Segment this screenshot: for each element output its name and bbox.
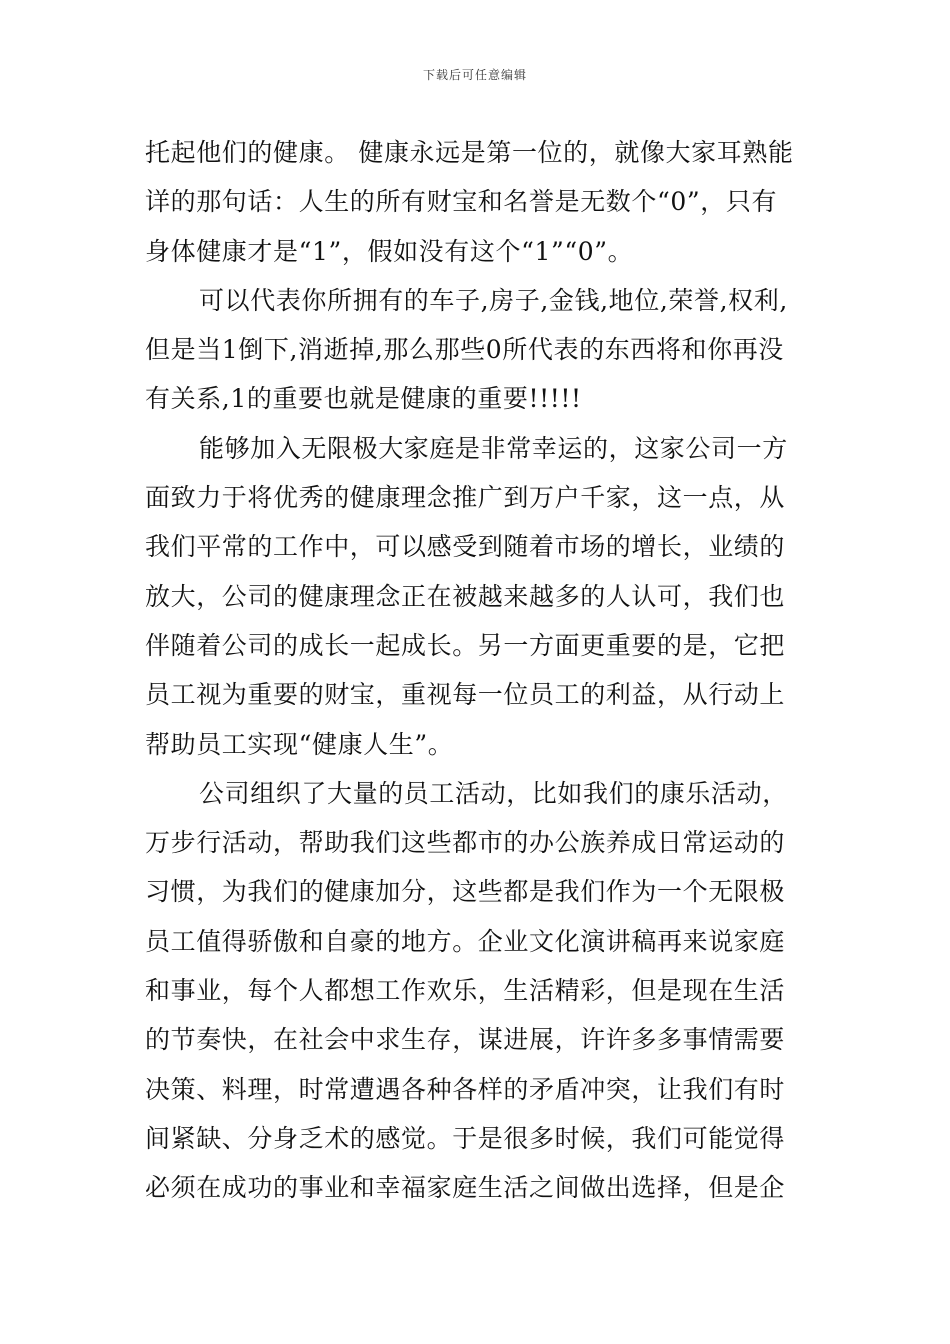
text-line: 万步行活动，帮助我们这些都市的办公族养成日常运动的 xyxy=(145,828,786,858)
text-line: 习惯，为我们的健康加分，这些都是我们作为一个无限极 xyxy=(145,877,786,907)
text-line: 但是当1倒下,消逝掉,那么那些0所代表的东西将和你再没 xyxy=(145,335,784,365)
text-line: 面致力于将优秀的健康理念推广到万户千家，这一点，从 xyxy=(145,483,786,513)
text-line: 决策、料理，时常遭遇各种各样的矛盾冲突，让我们有时 xyxy=(145,1074,786,1104)
text-line: 的节奏快，在社会中求生存，谋进展，许许多多事情需要 xyxy=(145,1025,786,1055)
text-line: 必须在成功的事业和幸福家庭生活之间做出选择，但是企 xyxy=(145,1173,786,1203)
text-line: 间紧缺、分身乏术的感觉。于是很多时候，我们可能觉得 xyxy=(145,1123,786,1153)
text-line: 和事业，每个人都想工作欢乐，生活精彩，但是现在生活 xyxy=(145,976,786,1006)
text-line: 身体健康才是“1”，假如没有这个“1”“0”。 xyxy=(145,236,634,266)
text-line: 详的那句话：人生的所有财宝和名誉是无数个“0”，只有 xyxy=(145,187,778,217)
text-line: 员工值得骄傲和自豪的地方。企业文化演讲稿再来说家庭 xyxy=(145,926,786,956)
document-body xyxy=(145,128,815,1213)
paragraph xyxy=(145,769,815,1213)
text-line: 托起他们的健康。 健康永远是第一位的，就像大家耳熟能 xyxy=(145,138,794,167)
text-line: 伴随着公司的成长一起成长。另一方面更重要的是，它把 xyxy=(145,630,786,660)
text-line: 可以代表你所拥有的车子,房子,金钱,地位,荣誉,权利, xyxy=(199,285,788,315)
text-line: 帮助员工实现“健康人生”。 xyxy=(145,729,454,759)
text-line: 能够加入无限极大家庭是非常幸运的，这家公司一方 xyxy=(199,433,788,463)
paragraph xyxy=(145,128,815,276)
page-header: 下载后可任意编辑 xyxy=(422,68,527,82)
text-line: 我们平常的工作中，可以感受到随着市场的增长，业绩的 xyxy=(145,532,786,562)
text-line: 放大，公司的健康理念正在被越来越多的人认可，我们也 xyxy=(145,581,786,611)
paragraph xyxy=(145,424,815,769)
paragraph xyxy=(145,276,815,424)
text-line: 有关系,1的重要也就是健康的重要!!!!! xyxy=(145,384,582,414)
text-line: 员工视为重要的财宝，重视每一位员工的利益，从行动上 xyxy=(145,680,786,710)
text-line: 公司组织了大量的员工活动，比如我们的康乐活动， xyxy=(199,778,788,808)
